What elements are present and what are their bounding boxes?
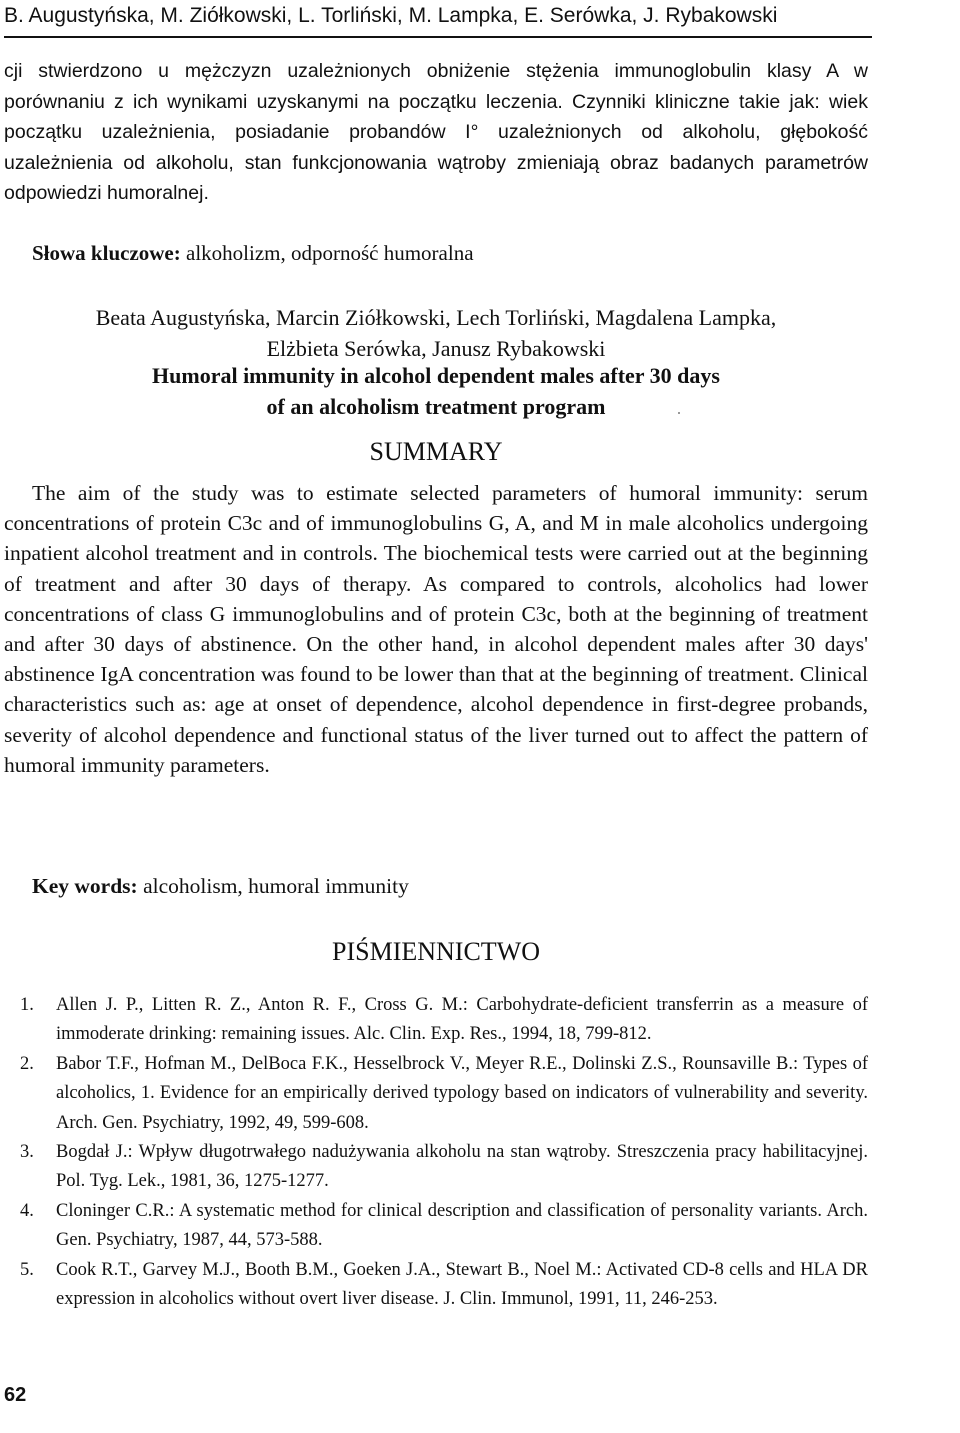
reference-text: Allen J. P., Litten R. Z., Anton R. F., Cross G. M.: Carbohydrate-deficient transferrin as a measure of immoderate drinking: remaining issues. Alc. Clin. Exp. Res., 1994, 18, 799-812. bbox=[56, 995, 868, 1045]
reference-text: Cook R.T., Garvey M.J., Booth B.M., Goeken J.A., Stewart B., Noel M.: Activated CD-8 cells and HLA DR expression in alcoholics without overt liver disease. J. Clin. Immunol, 1991, 11, 246-253. bbox=[56, 1259, 868, 1310]
english-authors bbox=[4, 302, 868, 364]
reference-text: Babor T.F., Hofman M., DelBoca F.K., Hesselbrock V., Meyer R.E., Dolinski Z.S., Rounsaville B.: Types of alcoholics, 1. Evidence for an empirically derived typology based on indicators of vulnerability and severity. Arch. Gen. Psychiatry, 1992, 49, 599-608. bbox=[56, 1053, 868, 1133]
running-head: B. Augustyńska, M. Ziółkowski, L. Torliński, M. Lampka, E. Serówka, J. Rybakowski bbox=[4, 4, 872, 38]
summary-heading: SUMMARY bbox=[369, 437, 503, 466]
reference-text: Cloninger C.R.: A systematic method for clinical description and classification of personality variants. Arch. Gen. Psychiatry, 1987, 44, 573-588. bbox=[56, 1200, 868, 1251]
scan-speck bbox=[678, 412, 680, 414]
reference-item bbox=[4, 991, 868, 1050]
polish-abstract-text: cji stwierdzono u mężczyzn uzależnionych obniżenie stężenia immunoglobulin klasy A w porównaniu z ich wynikami uzyskanymi na początku leczenia. Czynniki kliniczne takie jak: wiek początku uzależnienia, posiadanie probandów I° uzależnionych od alkoholu, głębokość uzależnienia od alkoholu, stan funkcjonowania wątroby zmieniają obraz badanych parametrów odpowiedzi humoralnej. bbox=[4, 60, 868, 204]
reference-text: Bogdał J.: Wpływ długotrwałego nadużywania alkoholu na stan wątroby. Streszczenia pracy habilitacyjnej. Pol. Tyg. Lek., 1981, 36, 1275-1277. bbox=[56, 1142, 868, 1192]
references-heading: PIŚMIENNICTWO bbox=[332, 937, 540, 966]
reference-item bbox=[4, 1050, 868, 1138]
references-list bbox=[4, 991, 868, 1314]
keywords-english-label: Key words: bbox=[32, 874, 138, 898]
keywords-english-text: alcoholism, humoral immunity bbox=[137, 874, 409, 898]
summary-text: The aim of the study was to estimate selected parameters of humoral immunity: serum concentrations of protein C3c and of immunoglobulins G, A, and M in male alcoholics undergoing inpatient alcohol treatment and in controls. The biochemical tests were carried out at the beginning of treatment and after 30 days of therapy. As compared to controls, alcoholics had lower concentrations of class G immunoglobulins and of protein C3c, both at the beginning of treatment and after 30 days of abstinence. On the other hand, in alcohol dependent males after 30 days' abstinence IgA concentration was found to be lower than that at the beginning of treatment. Clinical characteristics such as: age at onset of dependence, alcohol dependence in first-degree probands, severity of alcohol dependence and functional status of the liver turned out to affect the pattern of humoral immunity parameters. bbox=[4, 481, 868, 777]
english-title bbox=[4, 360, 868, 422]
keywords-polish-label: Słowa kluczowe: bbox=[32, 241, 181, 265]
reference-item bbox=[4, 1138, 868, 1197]
authors-line-1: Beata Augustyńska, Marcin Ziółkowski, Lech Torliński, Magdalena Lampka, bbox=[95, 305, 777, 330]
english-title-line-2: of an alcoholism treatment program bbox=[266, 394, 606, 419]
authors-line-2: Elżbieta Serówka, Janusz Rybakowski bbox=[266, 336, 606, 361]
reference-number: 2. bbox=[20, 1053, 34, 1074]
keywords-polish bbox=[32, 239, 872, 267]
reference-number: 1. bbox=[20, 995, 34, 1015]
reference-number: 4. bbox=[20, 1200, 34, 1221]
page-number: 62 bbox=[4, 1384, 27, 1406]
reference-number: 3. bbox=[20, 1142, 34, 1163]
keywords-polish-text: alkoholizm, odporność humoralna bbox=[180, 241, 474, 265]
keywords-english bbox=[32, 871, 872, 901]
reference-number: 5. bbox=[20, 1259, 34, 1280]
english-title-line-1: Humoral immunity in alcohol dependent males after 30 days bbox=[152, 363, 720, 388]
reference-item bbox=[4, 1197, 868, 1256]
reference-item bbox=[4, 1256, 868, 1315]
